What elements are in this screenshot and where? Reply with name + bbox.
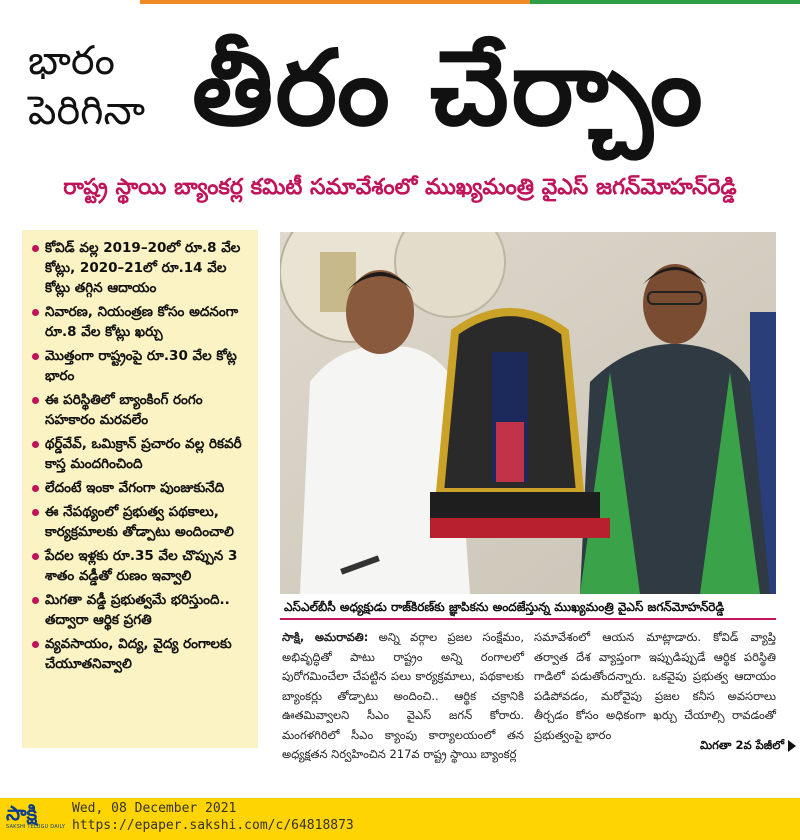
kicker-line-1: భారం xyxy=(28,38,115,84)
footer-url-link[interactable]: https://epaper.sakshi.com/c/64818873 xyxy=(72,818,354,833)
top-bar-segment-orange xyxy=(140,0,530,4)
headline-kicker xyxy=(28,36,145,136)
bullet-item xyxy=(32,434,250,474)
bullet-text: ఈ పరిస్థితిలో బ్యాంకింగ్ రంగం సహకారం మరవలేం xyxy=(45,392,203,428)
article-body-1: అన్ని వర్గాల ప్రజల సంక్షేమం, అభివృద్ధితో పాటు రాష్ట్రం అన్ని రంగాలలో పురోగమించేలా చేపట్టిన పలు కార్యక్రమాలు, పథకాలకు బ్యాంకర్లు తోడ్పాటు అందించి.. ఆర్థిక చక్రానికి ఊతమివ్వాలని సీఎం వైఎస్ జగన్ కోరారు. మంగళగిరిలో సీఎం క్యాంపు కార్యాలయంలో తన అధ్యక్షతన నిర్వహించిన 217వ రాష్ట్ర స్థాయి బ్యాంకర్ల xyxy=(282,630,525,761)
article-dateline: సాక్షి, అమరావతి: xyxy=(282,630,369,644)
bullet-text: ఈ నేపథ్యంలో ప్రభుత్వ పథకాలు, కార్యక్రమాలకు తోడ్పాటు అందించాలి xyxy=(45,504,234,540)
article-column-2 xyxy=(534,628,776,745)
logo-subtext: SAKSHI TELUGU DAILY xyxy=(6,824,66,830)
memento-red-cloth xyxy=(430,518,610,538)
subheadline: రాష్ట్ర స్థాయి బ్యాంకర్ల కమిటీ సమావేశంలో ముఖ్యమంత్రి వైఎస్ జగన్‌మోహన్‌రెడ్డి xyxy=(63,175,737,200)
bullet-item xyxy=(32,590,250,630)
bullet-dot-icon xyxy=(32,597,39,604)
bullet-item xyxy=(32,502,250,542)
logo-text: సాక్షి xyxy=(6,801,38,825)
bullet-dot-icon xyxy=(32,509,39,516)
news-photo xyxy=(280,232,776,594)
bullet-dot-icon xyxy=(32,245,39,252)
bullet-text: మొత్తంగా రాష్ట్రంపై రూ.30 వేల కోట్ల భారం xyxy=(45,348,237,384)
memento-base xyxy=(430,492,600,522)
arrow-right-icon xyxy=(788,740,796,752)
bullet-dot-icon xyxy=(32,485,39,492)
photo-illustration xyxy=(280,232,776,594)
bullet-item xyxy=(32,478,250,498)
footer-date: Wed, 08 December 2021 xyxy=(72,801,237,816)
continued-note xyxy=(700,738,796,755)
bullet-text: మిగతా వడ్డీ ప్రభుత్వమే భరిస్తుంది.. తద్వారా ఆర్థిక ప్రగతి xyxy=(45,592,230,628)
continued-text: మిగతా 2వ పేజీలో xyxy=(700,738,785,752)
headline-title: తీరం చేర్చాం xyxy=(192,27,705,149)
bullet-dot-icon xyxy=(32,553,39,560)
highlights-box xyxy=(22,230,258,748)
bullet-text: కోవిడ్ వల్ల 2019–20లో రూ.8 వేల కోట్లు, 2020–21లో రూ.14 వేల కోట్లు తగ్గిన ఆదాయం xyxy=(45,240,241,296)
top-bar-segment-white xyxy=(0,0,140,4)
footer-bar xyxy=(0,798,800,840)
bullet-dot-icon xyxy=(32,641,39,648)
bullet-text: పేదల ఇళ్లకు రూ.35 వేల చొప్పున 3 శాతం వడ్డీతో రుణం ఇవ్వాలి xyxy=(45,548,238,584)
article-column-1 xyxy=(282,628,524,765)
kicker-line-2: పెరిగినా xyxy=(28,88,146,134)
bullet-text: వ్యవసాయం, విద్య, వైద్య రంగాలకు చేయూతనివ్వాలి xyxy=(45,636,232,672)
top-bar-segment-green xyxy=(530,0,800,4)
bullet-item xyxy=(32,238,250,298)
bullet-text: లేదంటే ఇంకా వేగంగా పుంజుకునేది xyxy=(45,480,225,496)
bullet-item xyxy=(32,390,250,430)
article-body-2: సమావేశంలో ఆయన మాట్లాడారు. కోవిడ్ వ్యాప్తి తర్వాత దేశ వ్యాప్తంగా ఇప్పుడిప్పుడే ఆర్థిక పరిస్థితి గాడిలో పడుతోందన్నారు. ఒకవైపు ప్రభుత్వ ఆదాయం పడిపోవడం, మరోవైపు ప్రజల కనీస అవసరాలు తీర్చడం కోసం అధికంగా ఖర్చు చేయాల్సి రావడంతో ప్రభుత్వంపై భారం xyxy=(534,630,776,742)
bullet-dot-icon xyxy=(32,353,39,360)
bullet-text: థర్డ్‌వేవ్, ఒమిక్రాన్ ప్రచారం వల్ల రికవరీ కాస్త మందగించింది xyxy=(45,436,242,472)
bullet-item xyxy=(32,302,250,342)
bullet-dot-icon xyxy=(32,441,39,448)
bullet-item xyxy=(32,634,250,674)
bullet-dot-icon xyxy=(32,309,39,316)
top-color-bar xyxy=(0,0,800,4)
photo-caption: ఎస్ఎల్‌బీసీ అధ్యక్షుడు రాజ్‌కిరణ్‌కు జ్ఞాపికను అందజేస్తున్న ముఖ్యమంత్రి వైఎస్ జగన్‌మోహన్‌రెడ్డి xyxy=(280,594,776,620)
bullet-dot-icon xyxy=(32,397,39,404)
sakshi-logo[interactable] xyxy=(6,802,66,836)
bullet-text: నివారణ, నియంత్రణ కోసం అదనంగా రూ.8 వేల కోట్లు ఖర్చు xyxy=(45,304,239,340)
headline-block xyxy=(0,18,800,168)
deity-idol-garment xyxy=(496,422,524,482)
bullet-item xyxy=(32,546,250,586)
bullet-item xyxy=(32,346,250,386)
